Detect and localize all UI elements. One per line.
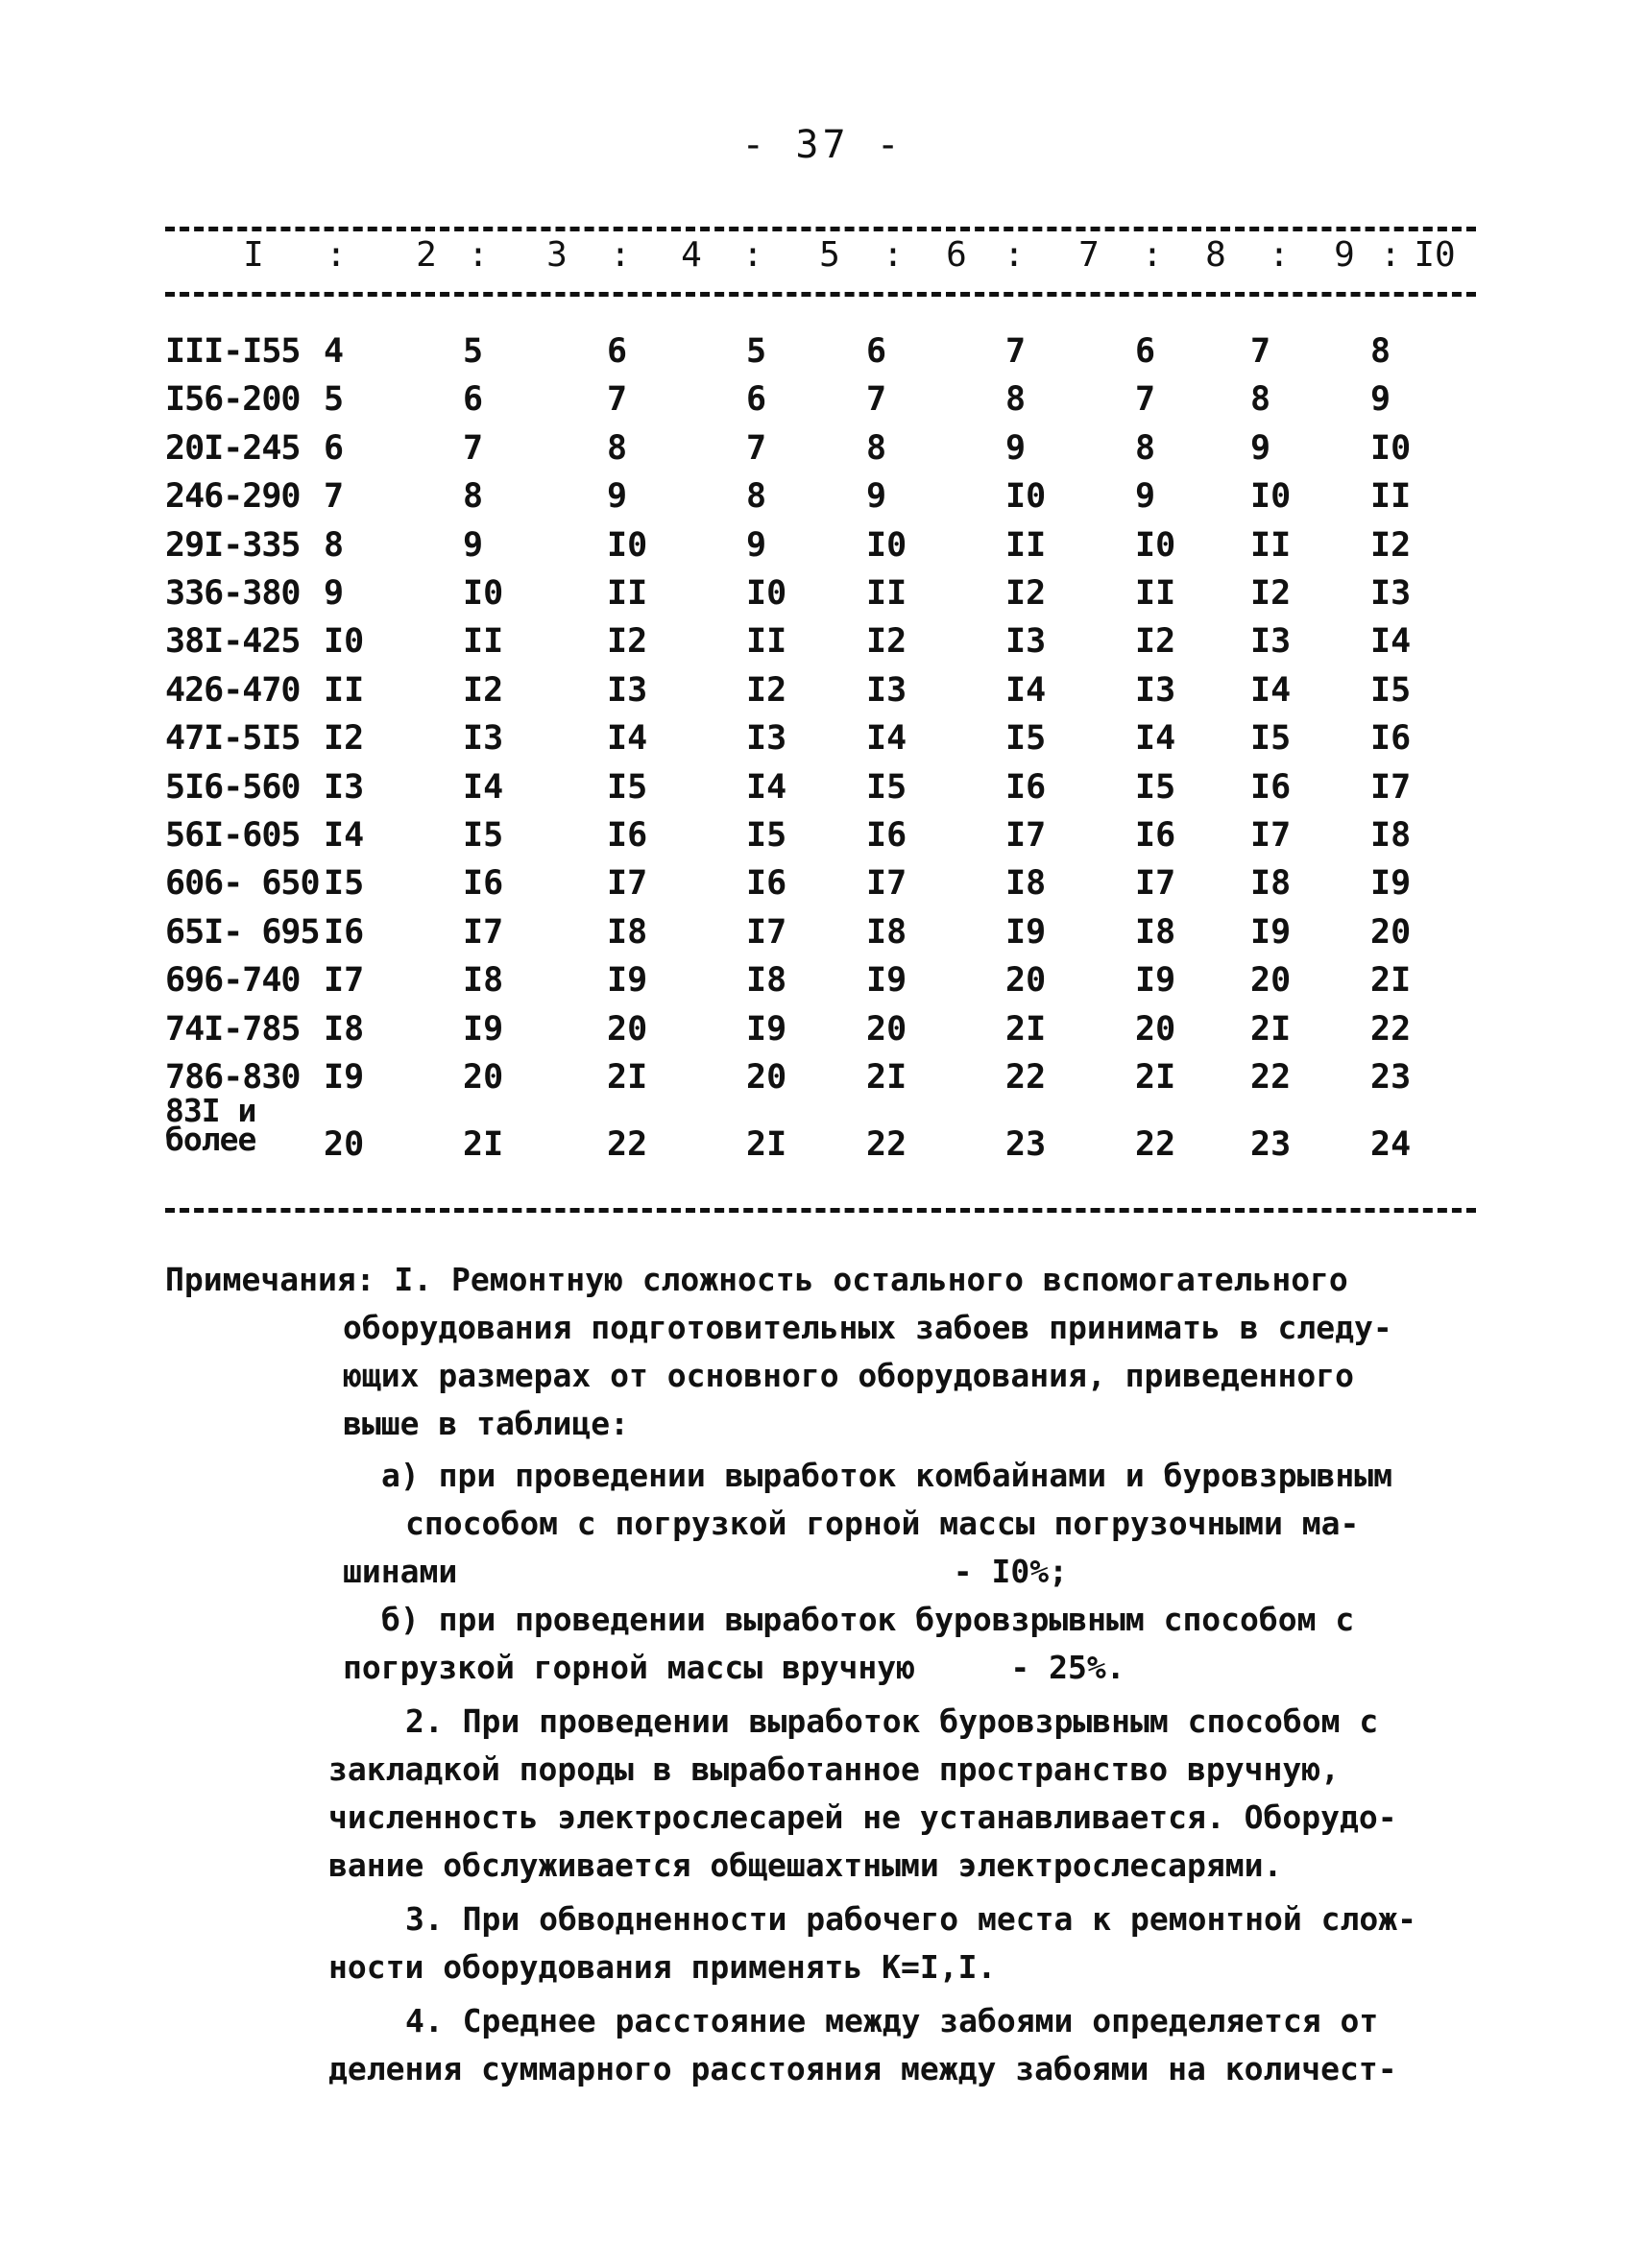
table-cell: 9 [607, 477, 628, 517]
table-cell: II [1135, 574, 1176, 613]
table-cell: 8 [746, 477, 767, 517]
table-cell: I6 [746, 864, 787, 904]
table-cell: I3 [463, 719, 504, 759]
table-cell: I9 [1250, 912, 1292, 952]
column-separator: : [1004, 235, 1025, 275]
table-cell: 20 [1370, 912, 1412, 952]
table-top-rule [165, 227, 1476, 231]
table-cell: I4 [866, 719, 907, 759]
table-cell: 2I [866, 1058, 907, 1097]
table-cell: 20 [1250, 961, 1292, 1001]
table-cell: I5 [746, 816, 787, 855]
row-range-label: 696-740 [165, 961, 301, 1001]
note-line: деления суммарного расстояния между забоями на количест- [328, 2050, 1397, 2087]
table-cell: I7 [866, 864, 907, 904]
table-cell: II [866, 574, 907, 613]
table-cell: I8 [607, 912, 648, 952]
table-cell: I9 [1370, 864, 1412, 904]
row-range-label: 38I-425 [165, 622, 301, 662]
table-cell: I3 [866, 670, 907, 710]
table-cell: I8 [1135, 912, 1176, 952]
table-cell: I3 [607, 670, 648, 710]
table-cell: I0 [463, 574, 504, 613]
column-separator: : [1142, 235, 1163, 275]
table-row [165, 380, 1476, 428]
note-line: выше в таблице: [343, 1405, 630, 1442]
table-cell: I4 [1005, 670, 1047, 710]
table-cell: I2 [746, 670, 787, 710]
column-separator: : [883, 235, 904, 275]
column-separator: : [610, 235, 631, 275]
table-cell: I8 [463, 961, 504, 1001]
note-line: 3. При обводненности рабочего места к ремонтной слож- [405, 1900, 1416, 1938]
note-line: ющих размерах от основного оборудования, приведенного [343, 1357, 1354, 1394]
table-cell: I4 [607, 719, 648, 759]
table-cell: 20 [866, 1009, 907, 1049]
row-range-label: 786-830 [165, 1058, 301, 1097]
table-cell: I5 [1135, 767, 1176, 807]
table-row [165, 526, 1476, 574]
table-cell: 9 [866, 477, 887, 517]
note-line: способом с погрузкой горной массы погрузочными ма- [405, 1505, 1360, 1542]
column-separator: : [1380, 235, 1401, 275]
table-cell: 22 [1250, 1058, 1292, 1097]
table-cell: I7 [607, 864, 648, 904]
table-cell: 8 [463, 477, 484, 517]
row-range-label: 336-380 [165, 574, 301, 613]
column-header: 9 [1334, 235, 1355, 275]
table-cell: I2 [607, 622, 648, 662]
table-cell: I8 [746, 961, 787, 1001]
note-line: оборудования подготовительных забоев принимать в следу- [343, 1309, 1392, 1346]
table-cell: 7 [866, 380, 887, 420]
table-cell: I0 [1005, 477, 1047, 517]
table-cell: I0 [746, 574, 787, 613]
table-cell: 8 [1250, 380, 1271, 420]
table-cell: 22 [866, 1125, 907, 1165]
table-cell: 8 [324, 525, 345, 565]
table-cell: 23 [1005, 1125, 1047, 1165]
table-cell: I9 [1135, 961, 1176, 1001]
table-row [165, 816, 1476, 864]
table-cell: 20 [1135, 1009, 1176, 1049]
table-cell: 9 [463, 525, 484, 565]
table-cell: I2 [866, 622, 907, 662]
table-cell: 2I [607, 1058, 648, 1097]
row-range-label: 606- 650 [165, 864, 320, 904]
table-cell: I9 [324, 1058, 365, 1097]
note-line: закладкой породы в выработанное пространство вручную, [328, 1750, 1340, 1788]
page-number: - 37 - [741, 123, 904, 167]
note-line: шинами - I0%; [343, 1553, 1068, 1590]
table-cell: II [1370, 477, 1412, 517]
column-header: 2 [416, 235, 437, 275]
table-cell: I0 [1135, 525, 1176, 565]
table-cell: 20 [463, 1058, 504, 1097]
table-cell: I3 [1370, 574, 1412, 613]
table-cell: 7 [1005, 332, 1027, 371]
table-cell: I6 [463, 864, 504, 904]
table-cell: I5 [324, 864, 365, 904]
table-cell: 6 [324, 428, 345, 468]
note-line: Примечания: I. Ремонтную сложность остального вспомогательного [165, 1261, 1348, 1298]
table-cell: I9 [607, 961, 648, 1001]
table-cell: I6 [1370, 719, 1412, 759]
table-row [165, 332, 1476, 380]
table-row [165, 864, 1476, 912]
column-header: I0 [1414, 235, 1456, 275]
table-cell: I2 [324, 719, 365, 759]
table-cell: I2 [1135, 622, 1176, 662]
table-cell: II [463, 622, 504, 662]
table-cell: 6 [746, 380, 767, 420]
table-cell: I9 [866, 961, 907, 1001]
table-row [165, 574, 1476, 622]
note-line: б) при проведении выработок буровзрывным способом с [381, 1601, 1355, 1638]
table-cell: 6 [607, 332, 628, 371]
table-row [165, 1058, 1476, 1106]
row-range-label: I56-200 [165, 380, 301, 420]
table-bottom-rule [165, 1208, 1476, 1213]
table-cell: 9 [1250, 428, 1271, 468]
table-cell: 2I [463, 1125, 504, 1165]
table-cell: 5 [746, 332, 767, 371]
table-cell: 24 [1370, 1125, 1412, 1165]
row-range-label: 5I6-560 [165, 767, 301, 807]
row-range-label: 29I-335 [165, 525, 301, 565]
row-range-label: 74I-785 [165, 1009, 301, 1049]
table-cell: I8 [324, 1009, 365, 1049]
table-cell: 7 [607, 380, 628, 420]
table-cell: II [1250, 525, 1292, 565]
column-separator: : [468, 235, 489, 275]
note-line: погрузкой горной массы вручную - 25%. [343, 1649, 1125, 1686]
note-line: 2. При проведении выработок буровзрывным способом с [405, 1702, 1379, 1740]
table-cell: I6 [1135, 816, 1176, 855]
table-cell: 5 [324, 380, 345, 420]
table-cell: 20 [607, 1009, 648, 1049]
table-cell: I5 [1370, 670, 1412, 710]
table-cell: 8 [607, 428, 628, 468]
table-cell: 9 [1370, 380, 1391, 420]
table-cell: I4 [324, 816, 365, 855]
column-separator: : [742, 235, 763, 275]
table-cell: I6 [324, 912, 365, 952]
table-cell: I0 [866, 525, 907, 565]
table-cell: 22 [1370, 1009, 1412, 1049]
table-row [165, 768, 1476, 816]
table-cell: 2I [1370, 961, 1412, 1001]
note-line: а) при проведении выработок комбайнами и буровзрывным [381, 1457, 1392, 1494]
row-range-label: 246-290 [165, 477, 301, 517]
table-cell: I7 [1005, 816, 1047, 855]
table-cell: I9 [746, 1009, 787, 1049]
table-cell: 9 [746, 525, 767, 565]
table-cell: 9 [1005, 428, 1027, 468]
table-cell: I3 [324, 767, 365, 807]
table-cell: I4 [1135, 719, 1176, 759]
table-cell: I0 [324, 622, 365, 662]
table-cell: 22 [607, 1125, 648, 1165]
table-cell: I2 [463, 670, 504, 710]
table-cell: I7 [463, 912, 504, 952]
table-cell: I5 [607, 767, 648, 807]
table-cell: 6 [463, 380, 484, 420]
table-row [165, 671, 1476, 719]
row-range-label: 83I и более [165, 1092, 256, 1159]
table-cell: I6 [1250, 767, 1292, 807]
table-cell: I6 [866, 816, 907, 855]
table-cell: 23 [1370, 1058, 1412, 1097]
table-cell: 8 [1005, 380, 1027, 420]
note-line: численность электрослесарей не устанавливается. Оборудо- [328, 1798, 1397, 1836]
table-cell: 8 [1135, 428, 1156, 468]
column-header: 6 [946, 235, 967, 275]
table-cell: 7 [463, 428, 484, 468]
table-cell: I2 [1250, 574, 1292, 613]
table-cell: 7 [746, 428, 767, 468]
column-header: 4 [681, 235, 702, 275]
table-cell: I2 [1005, 574, 1047, 613]
table-row [165, 1092, 1476, 1168]
table-header-rule [165, 292, 1476, 297]
table-cell: 7 [1250, 332, 1271, 371]
table-cell: 22 [1005, 1058, 1047, 1097]
table-cell: 23 [1250, 1125, 1292, 1165]
table-row [165, 913, 1476, 961]
column-separator: : [326, 235, 347, 275]
table-cell: I8 [866, 912, 907, 952]
table-cell: I4 [1250, 670, 1292, 710]
table-cell: 2I [746, 1125, 787, 1165]
column-header: 3 [546, 235, 568, 275]
column-header: I [243, 235, 264, 275]
table-cell: 20 [746, 1058, 787, 1097]
table-cell: 7 [324, 477, 345, 517]
column-separator: : [1269, 235, 1290, 275]
table-row [165, 719, 1476, 767]
table-cell: I7 [1135, 864, 1176, 904]
table-cell: I8 [1250, 864, 1292, 904]
row-range-label: 20I-245 [165, 428, 301, 468]
row-range-label: 56I-605 [165, 816, 301, 855]
table-cell: I7 [324, 961, 365, 1001]
note-line: 4. Среднее расстояние между забоями определяется от [405, 2002, 1379, 2039]
table-cell: I3 [1005, 622, 1047, 662]
table-cell: I7 [746, 912, 787, 952]
table-cell: I3 [1250, 622, 1292, 662]
table-cell: II [324, 670, 365, 710]
note-line: ности оборудования применять К=I,I. [328, 1948, 997, 1986]
row-range-label: 65I- 695 [165, 912, 320, 952]
table-cell: I8 [1370, 816, 1412, 855]
table-cell: 20 [1005, 961, 1047, 1001]
table-cell: I9 [1005, 912, 1047, 952]
table-cell: I0 [1250, 477, 1292, 517]
table-cell: 2I [1005, 1009, 1047, 1049]
table-row [165, 961, 1476, 1009]
table-cell: I0 [607, 525, 648, 565]
table-cell: II [1005, 525, 1047, 565]
table-row [165, 1010, 1476, 1058]
table-cell: I9 [463, 1009, 504, 1049]
row-range-label: III-I55 [165, 332, 301, 371]
table-cell: 6 [1135, 332, 1156, 371]
table-cell: I2 [1370, 525, 1412, 565]
table-cell: 2I [1135, 1058, 1176, 1097]
table-cell: I6 [1005, 767, 1047, 807]
column-header: 8 [1205, 235, 1226, 275]
table-cell: 4 [324, 332, 345, 371]
table-cell: I6 [607, 816, 648, 855]
table-cell: I4 [463, 767, 504, 807]
table-cell: 6 [866, 332, 887, 371]
table-cell: I3 [746, 719, 787, 759]
table-cell: I5 [866, 767, 907, 807]
table-cell: I8 [1005, 864, 1047, 904]
table-cell: 7 [1135, 380, 1156, 420]
table-cell: 5 [463, 332, 484, 371]
row-range-label: 426-470 [165, 670, 301, 710]
table-cell: I4 [1370, 622, 1412, 662]
column-header: 7 [1078, 235, 1100, 275]
table-row [165, 622, 1476, 670]
table-cell: 20 [324, 1125, 365, 1165]
table-cell: I0 [1370, 428, 1412, 468]
table-row [165, 477, 1476, 525]
column-header: 5 [819, 235, 840, 275]
table-cell: 8 [1370, 332, 1391, 371]
table-header [165, 235, 1476, 289]
table-cell: I5 [1250, 719, 1292, 759]
table-cell: I4 [746, 767, 787, 807]
table-cell: 8 [866, 428, 887, 468]
table-cell: I5 [1005, 719, 1047, 759]
table-cell: II [607, 574, 648, 613]
table-cell: I3 [1135, 670, 1176, 710]
table-cell: I5 [463, 816, 504, 855]
row-range-label: 47I-5I5 [165, 719, 301, 759]
note-line: вание обслуживается общешахтными электрослесарями. [328, 1846, 1283, 1884]
table-cell: 2I [1250, 1009, 1292, 1049]
table-cell: 9 [324, 574, 345, 613]
table-cell: I7 [1250, 816, 1292, 855]
table-row [165, 429, 1476, 477]
table-cell: I7 [1370, 767, 1412, 807]
table-cell: 9 [1135, 477, 1156, 517]
table-cell: II [746, 622, 787, 662]
table-cell: 22 [1135, 1125, 1176, 1165]
